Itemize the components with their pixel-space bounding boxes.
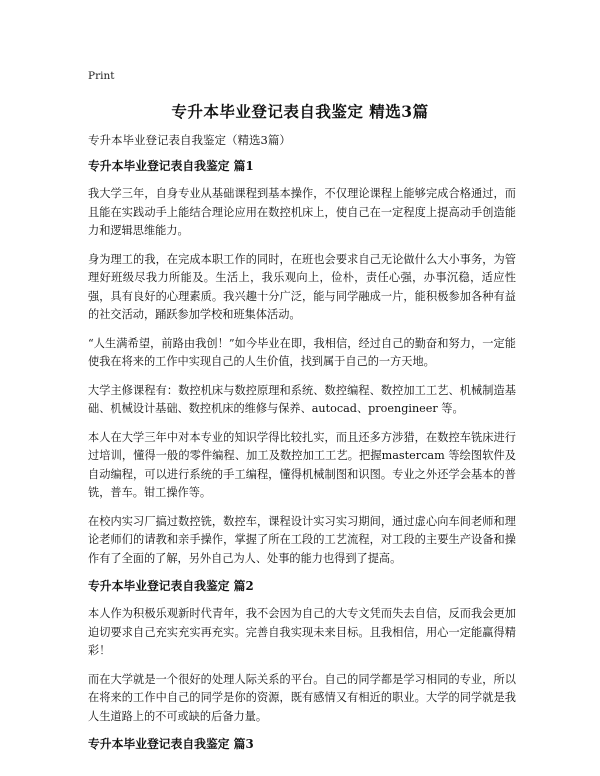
document-subtitle: 专升本毕业登记表自我鉴定（精选3篇）	[88, 133, 291, 147]
paragraph: 本人在大学三年中对本专业的知识学得比较扎实，而且还多方涉猎，在数控车铣床进行过培训，懂得一般的零件编程、加工及数控加工工艺。把握mastercam 等绘图软件及自动编程，可以进行系统的手工编程，懂得机械制图和识图。专业之外还学会基本的普铣，普车。钳工操作等。	[88, 430, 516, 499]
document-title: 专升本毕业登记表自我鉴定 精选3篇	[171, 102, 429, 121]
section-heading: 专升本毕业登记表自我鉴定 篇3	[88, 737, 254, 751]
paragraph: 而在大学就是一个很好的处理人际关系的平台。自己的同学都是学习相同的专业，所以在将来的工作中自己的同学是你的资源，既有感情又有相近的职业。大学的同学就是我人生道路上的不可或缺的后备力量。	[88, 672, 516, 723]
document-body	[88, 158, 516, 763]
paragraph: “人生满希望，前路由我创！”如今毕业在即，我相信，经过自己的勤奋和努力，一定能使我在将来的工作中实现自己的人生价值，找到属于自己的一方天地。	[88, 336, 516, 368]
paragraph: 在校内实习厂搞过数控铣，数控车，课程设计实习实习期间，通过虚心向车间老师和理论老师们的请教和亲手操作，掌握了所在工段的工艺流程，对工段的主要生产设备和操作有了全面的了解，另外自己为人、处事的能力也得到了提高。	[88, 514, 516, 565]
paragraph: 本人作为积极乐观新时代青年，我不会因为自己的大专文凭而失去自信，反而我会更加迫切要求自己充实充实再充实。完善自我实现未来目标。且我相信，用心一定能赢得精彩！	[88, 607, 516, 657]
paragraph: 我大学三年，自身专业从基础课程到基本操作，不仅理论课程上能够完成合格通过，而且能在实践动手上能结合理论应用在数控机床上，使自己在一定程度上提高动手创造能力和逻辑思维能力。	[88, 187, 516, 237]
paragraph: 身为理工的我，在完成本职工作的同时，在班也会要求自己无论做什么大小事务，为管理好班级尽我力所能及。生活上，我乐观向上，俭朴，责任心强，办事沉稳，适应性强，具有良好的心理素质。我兴趣十分广泛，能与同学融成一片，能积极参加各种有益的社交活动，踊跃参加学校和班集体活动。	[88, 252, 516, 321]
section-heading: 专升本毕业登记表自我鉴定 篇1	[88, 159, 254, 173]
section-heading: 专升本毕业登记表自我鉴定 篇2	[88, 579, 254, 593]
section-3	[88, 736, 516, 752]
paragraph: 大学主修课程有：数控机床与数控原理和系统、数控编程、数控加工工艺、机械制造基础、机械设计基础、数控机床的维修与保养、autocad、proengineer 等。	[88, 383, 516, 415]
print-label[interactable]: Print	[88, 70, 115, 82]
section-2	[88, 578, 516, 726]
section-1	[88, 158, 516, 568]
